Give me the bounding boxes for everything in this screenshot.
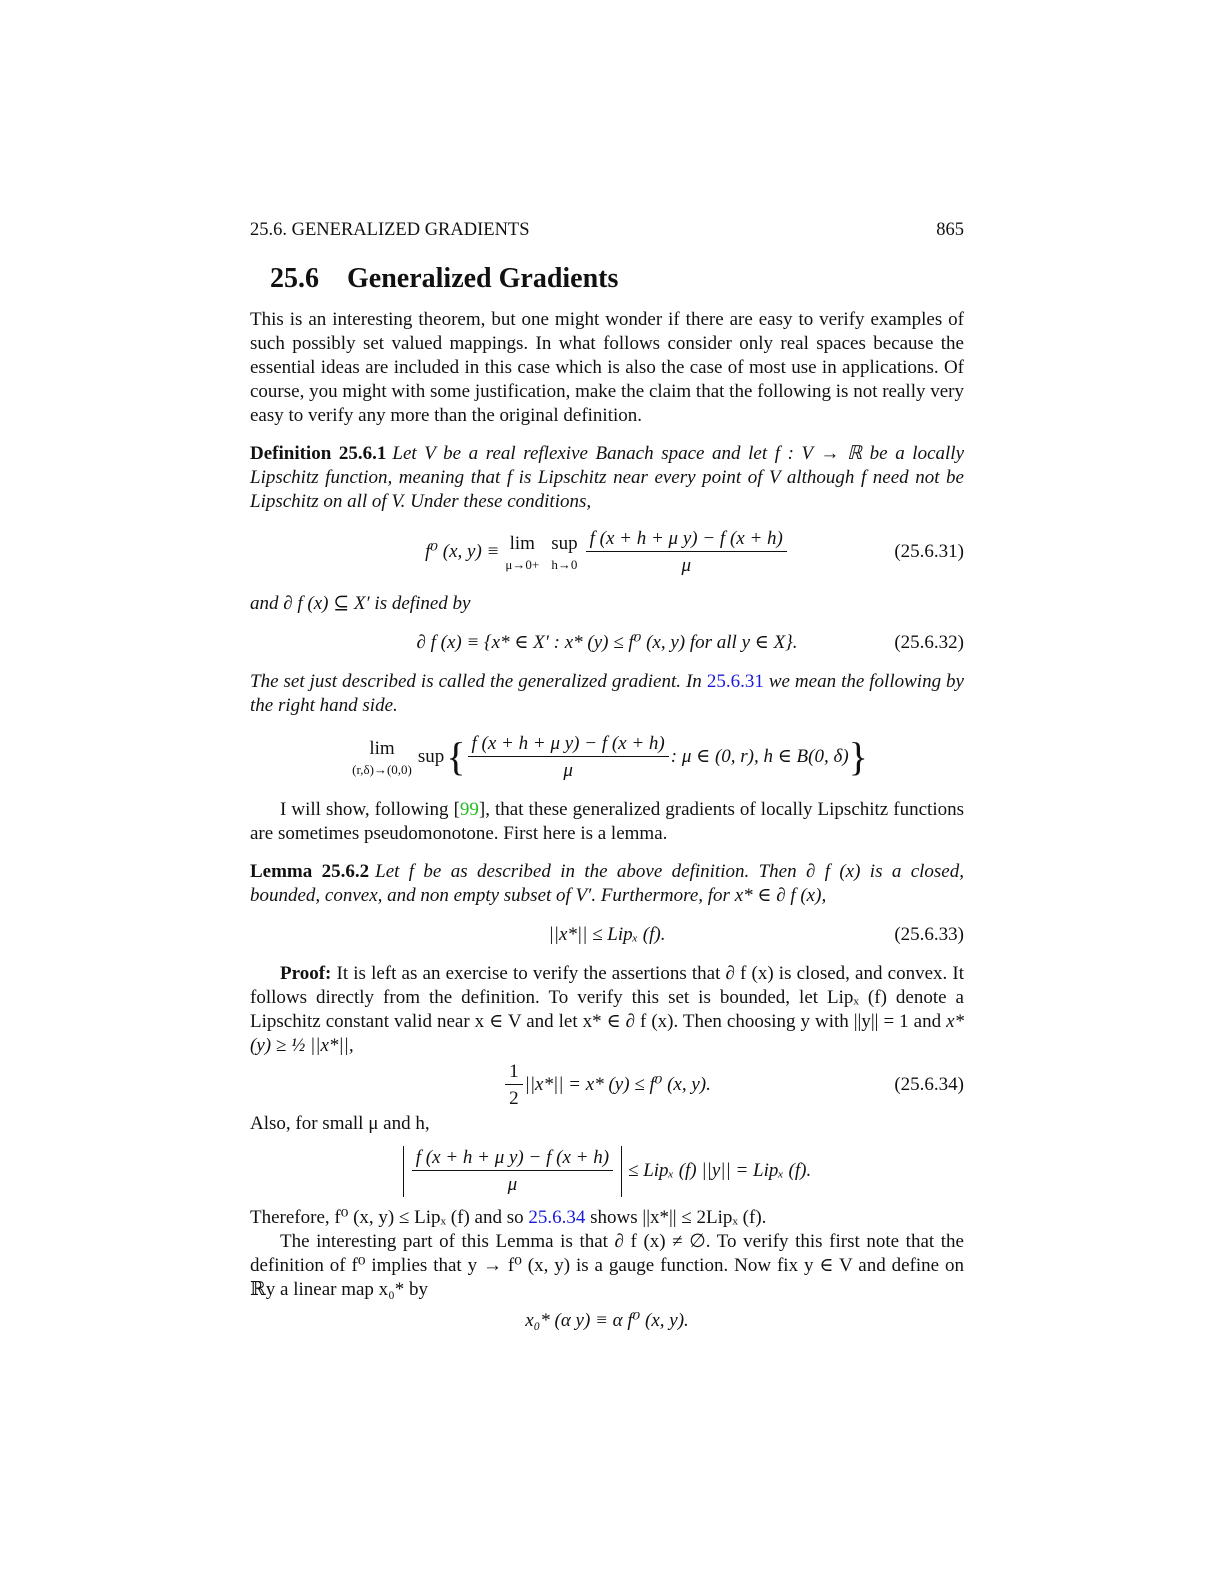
definition-after-text-2: we mean the following by the right hand side. xyxy=(250,671,964,716)
lemma-label: Lemma 25.6.2 xyxy=(250,861,370,882)
eq31-fraction xyxy=(588,527,785,578)
left-brace: { xyxy=(446,734,466,779)
limsup-condition: : μ ∈ (0, r), h ∈ B(0, δ) xyxy=(670,746,849,767)
limsup-lim: lim (r,δ)→(0,0) xyxy=(352,738,412,777)
abs-rest: ≤ Lipₓ (f) ||y|| = Lipₓ (f). xyxy=(628,1160,812,1181)
limsup-numerator: f (x + h + μ y) − f (x + h) xyxy=(471,732,665,754)
eq31-lim-sub: μ→0+ xyxy=(505,557,540,572)
eq31-denominator: μ xyxy=(586,551,787,578)
abs-fraction xyxy=(414,1146,611,1197)
intro-paragraph: This is an interesting theorem, but one might wonder if there are easy to verify examples of such possibly set valued mappings. In what follows consider only real spaces because the essential ideas are included in this case which is also the case of most use in applications. Of course, you might with some justification, make the claim that the following is not really very easy to verify any more than the original definition. xyxy=(250,309,964,426)
eq31-numerator: f (x + h + μ y) − f (x + h) xyxy=(589,527,783,549)
definition-between-text: and ∂ f (x) ⊆ X′ is defined by xyxy=(250,593,471,614)
also-text: Also, for small μ and h, xyxy=(250,1113,430,1134)
eq32-number: (25.6.32) xyxy=(894,632,964,653)
equation-25-6-31 xyxy=(250,522,964,582)
limsup-lim-sub: (r,δ)→(0,0) xyxy=(352,762,412,777)
citation-link[interactable]: 99 xyxy=(459,799,479,820)
interesting-paragraph: The interesting part of this Lemma is that ∂ f (x) ≠ ∅. To verify this first note that the definition of f⁰ implies that y → f⁰ (x, y) is a gauge function. Now fix y ∈ V and define on ℝy a linear map x₀* by xyxy=(250,1231,964,1300)
section-heading xyxy=(270,262,964,296)
definition-after-text-1: The set just described is called the generalized gradient. In xyxy=(250,671,702,692)
page-number: 865 xyxy=(936,220,964,240)
lemma-text: Let f be as described in the above definition. Then ∂ f (x) is a closed, bounded, convex, and non empty subset of V′. Furthermore, for x* ∈ ∂ f (x), xyxy=(250,861,964,906)
section-number: 25.6 xyxy=(270,263,319,294)
limsup-expression xyxy=(250,726,964,788)
equation-25-6-32 xyxy=(250,626,964,660)
eq31-sup-sub: h→0 xyxy=(551,557,578,572)
eq34-rest: ||x*|| = x* (y) ≤ f⁰ (x, y). xyxy=(524,1074,711,1095)
limsup-fraction xyxy=(470,732,667,783)
eq34-half: $\frac{1}{2}$ xyxy=(507,1060,521,1111)
eq31-lhs: f⁰ (x, y) ≡ xyxy=(425,541,500,562)
definition-text: Let V be a real reflexive Banach space and let f : V → ℝ be a locally Lipschitz function, meaning that f is Lipschitz near every point of V although f need not be Lipschitz on all of V. Under these conditions, xyxy=(250,443,964,512)
eq32-expr: ∂ f (x) ≡ {x* ∈ X′ : x* (y) ≤ f⁰ (x, y) for all y ∈ X}. xyxy=(416,632,798,653)
section-title: Generalized Gradients xyxy=(347,263,619,294)
eq33-number: (25.6.33) xyxy=(894,924,964,945)
equation-25-6-34 xyxy=(250,1060,964,1110)
eq33-expr: ||x*|| ≤ Lipₓ (f). xyxy=(548,924,666,945)
limsup-denominator: μ xyxy=(468,756,669,783)
proof-text: It is left as an exercise to verify the assertions that ∂ f (x) is closed, and convex. It follows directly from the definition. To verify this set is bounded, let Lipₓ (f) denote a Lipschitz constant valid near x ∈ V and let x* ∈ ∂ f (x). Then choosing y with ||y|| = 1 and xyxy=(250,963,965,1032)
eq31-sup: sup h→0 xyxy=(551,533,578,572)
final-equation: x₀* (α y) ≡ α f⁰ (x, y). xyxy=(525,1310,689,1331)
proof-inequality-line: x* (y) ≥ ½ ||x*||, xyxy=(250,1011,965,1056)
lemma-block xyxy=(250,860,964,952)
page xyxy=(250,218,964,1346)
abs-denominator: μ xyxy=(412,1170,613,1197)
abs-bars xyxy=(403,1146,622,1197)
right-brace: } xyxy=(848,734,868,779)
running-title: 25.6. GENERALIZED GRADIENTS xyxy=(250,220,530,240)
absolute-value-inequality xyxy=(250,1140,964,1202)
limsup-sup: sup xyxy=(417,746,445,767)
eq34-number: (25.6.34) xyxy=(894,1074,964,1095)
therefore-line: Therefore, f⁰ (x, y) ≤ Lipₓ (f) and so 25.6.34 shows ||x*|| ≤ 2Lipₓ (f). xyxy=(250,1207,767,1228)
running-header xyxy=(250,218,964,244)
equation-25-6-33 xyxy=(250,918,964,952)
eq31-number: (25.6.31) xyxy=(894,541,964,562)
eq34-reference-link[interactable]: 25.6.34 xyxy=(528,1207,586,1228)
definition-block xyxy=(250,442,964,788)
show-paragraph: I will show, following [99], that these generalized gradients of locally Lipschitz functions are sometimes pseudomonotone. First here is a lemma. xyxy=(250,799,964,844)
definition-label: Definition 25.6.1 xyxy=(250,443,387,464)
proof-paragraph xyxy=(250,962,964,1058)
proof-label: Proof: xyxy=(280,963,332,984)
abs-numerator: f (x + h + μ y) − f (x + h) xyxy=(415,1146,610,1168)
eq31-lim: lim μ→0+ xyxy=(505,533,540,572)
eq31-reference-link[interactable]: 25.6.31 xyxy=(706,671,764,692)
